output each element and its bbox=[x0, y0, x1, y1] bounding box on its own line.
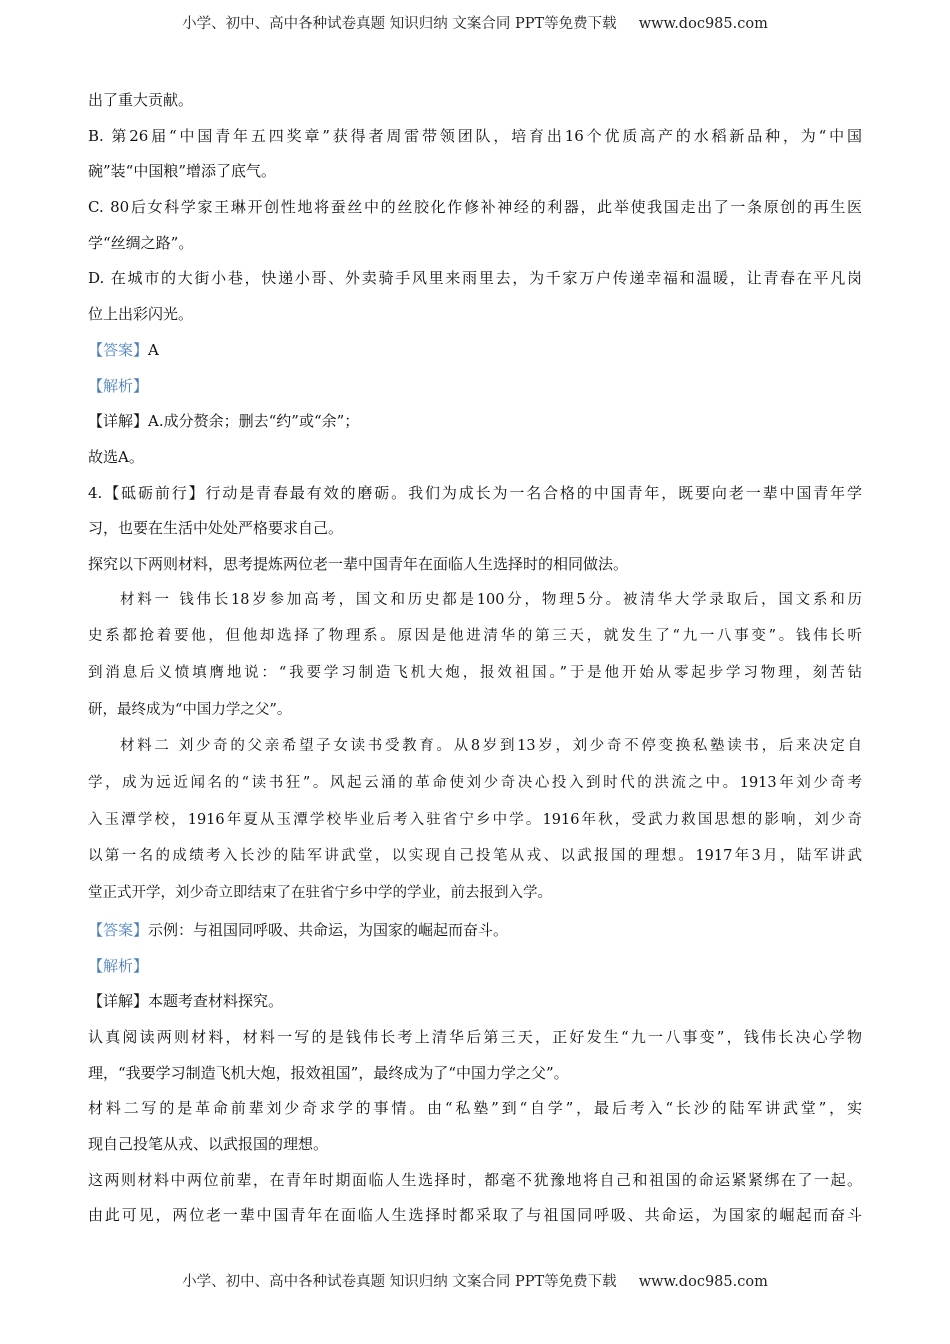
line-text: 以第一名的成绩考入长沙的陆军讲武堂，以实现自己投笔从戎、以武报国的理想。1917年3月，陆军讲武 bbox=[88, 848, 862, 865]
text-line bbox=[88, 300, 862, 336]
text-line bbox=[88, 86, 862, 122]
line-text: 学，成为远近闻名的“读书狂”。风起云涌的革命使刘少奇决心投入到时代的洪流之中。1913年刘少奇考 bbox=[88, 775, 862, 792]
text-line bbox=[88, 659, 862, 696]
text-line bbox=[88, 193, 862, 229]
text-line bbox=[88, 514, 862, 550]
text-line bbox=[88, 586, 862, 623]
line-text: 【详解】本题考查材料探究。 bbox=[88, 992, 284, 1011]
answer-line bbox=[88, 372, 862, 408]
line-text: 示例：与祖国同呼吸、共命运，为国家的崛起而奋斗。 bbox=[148, 920, 509, 939]
section-label: 【答案】 bbox=[88, 340, 149, 359]
text-line bbox=[88, 1130, 862, 1166]
line-text: 出了重大贡献。 bbox=[88, 91, 194, 109]
line-text: 故选A。 bbox=[88, 447, 144, 466]
page-header bbox=[0, 12, 950, 33]
header-url: www.doc985.com bbox=[638, 16, 768, 32]
line-text: 研，最终成为“中国力学之父”。 bbox=[88, 701, 292, 718]
line-text: D. 在城市的大街小巷，快递小哥、外卖骑手风里来雨里去，为千家万户传递幸福和温暖，让青春在平凡岗 bbox=[88, 269, 862, 288]
text-line bbox=[88, 879, 862, 916]
line-text: C. 80后女科学家王琳开创性地将蚕丝中的丝胶化作修补神经的利器，此举使我国走出了一条原创的再生医 bbox=[88, 198, 862, 217]
line-text: 探究以下两则材料，思考提炼两位老一辈中国青年在面临人生选择时的相同做法。 bbox=[88, 554, 629, 573]
section-label: 【解析】 bbox=[88, 376, 149, 395]
text-line bbox=[88, 264, 862, 300]
line-text: 由此可见，两位老一辈中国青年在面临人生选择时都采取了与祖国同呼吸、共命运，为国家的崛起而奋斗 bbox=[88, 1206, 862, 1225]
line-text: 材料二写的是革命前辈刘少奇求学的事情。由“私塾”到“自学”，最后考入“长沙的陆军讲武堂”，实 bbox=[88, 1099, 862, 1118]
text-line bbox=[88, 1059, 862, 1095]
line-text: 认真阅读两则材料，材料一写的是钱伟长考上清华后第三天，正好发生“九一八事变”，钱伟长决心学物 bbox=[88, 1027, 862, 1046]
header-text: 小学、初中、高中各种试卷真题 知识归纳 文案合同 PPT等免费下载 bbox=[182, 16, 617, 32]
line-text: 位上出彩闪光。 bbox=[88, 305, 194, 324]
answer-line bbox=[88, 916, 862, 952]
line-text: 这两则材料中两位前辈，在青年时期面临人生选择时，都毫不犹豫地将自己和祖国的命运紧紧绑在了一起。 bbox=[88, 1170, 862, 1189]
text-line bbox=[88, 1023, 862, 1059]
page-footer bbox=[0, 1270, 950, 1291]
line-text: 材料二 刘少奇的父亲希望子女读书受教育。从8岁到13岁，刘少奇不停变换私塾读书，后来决定自 bbox=[120, 738, 862, 755]
document-body bbox=[88, 86, 862, 1237]
text-line bbox=[88, 806, 862, 843]
text-line bbox=[88, 987, 862, 1023]
text-line bbox=[88, 229, 862, 265]
text-line bbox=[88, 407, 862, 443]
section-label: 【答案】 bbox=[88, 920, 149, 939]
text-line bbox=[88, 122, 862, 158]
text-line bbox=[88, 622, 862, 659]
line-text: 到消息后义愤填膺地说：“我要学习制造飞机大炮，报效祖国。”于是他开始从零起步学习物理，刻苦钻 bbox=[88, 665, 862, 681]
footer-url: www.doc985.com bbox=[638, 1274, 768, 1290]
line-text: 史系都抢着要他，但他却选择了物理系。原因是他进清华的第三天，就发生了“九一八事变”。钱伟长听 bbox=[88, 628, 862, 645]
answer-line bbox=[88, 952, 862, 988]
line-text: B. 第26届“中国青年五四奖章”获得者周雷带领团队，培育出16个优质高产的水稻新品种，为“中国 bbox=[88, 126, 862, 145]
text-line bbox=[88, 1201, 862, 1237]
line-text: 【详解】A.成分赘余；删去“约”或“余”； bbox=[88, 412, 360, 431]
line-text: 堂正式开学，刘少奇立即结束了在驻省宁乡中学的学业，前去报到入学。 bbox=[88, 885, 552, 902]
answer-line bbox=[88, 336, 862, 372]
line-text: 理，“我要学习制造飞机大炮，报效祖国”，最终成为了“中国力学之父”。 bbox=[88, 1063, 569, 1082]
text-line bbox=[88, 842, 862, 879]
text-line bbox=[88, 550, 862, 586]
text-line bbox=[88, 1094, 862, 1130]
footer-text: 小学、初中、高中各种试卷真题 知识归纳 文案合同 PPT等免费下载 bbox=[182, 1274, 617, 1290]
line-text: 4.【砥砺前行】行动是青春最有效的磨砺。我们为成长为一名合格的中国青年，既要向老一辈中国青年学 bbox=[88, 483, 862, 502]
line-text: 碗”装“中国粮”增添了底气。 bbox=[88, 162, 277, 181]
text-line bbox=[88, 479, 862, 515]
text-line bbox=[88, 696, 862, 733]
section-label: 【解析】 bbox=[88, 956, 149, 975]
line-text: 入玉潭学校，1916年夏从玉潭学校毕业后考入驻省宁乡中学。1916年秋，受武力救国思想的影响，刘少奇 bbox=[88, 811, 862, 828]
text-line bbox=[88, 732, 862, 769]
line-text: 材料一 钱伟长18岁参加高考，国文和历史都是100分，物理5分。被清华大学录取后，国文系和历 bbox=[120, 591, 862, 608]
text-line bbox=[88, 769, 862, 806]
line-text: 习，也要在生活中处处严格要求自己。 bbox=[88, 519, 344, 538]
line-text: A bbox=[148, 340, 159, 359]
line-text: 学“丝绸之路”。 bbox=[88, 233, 194, 252]
line-text: 现自己投笔从戎、以武报国的理想。 bbox=[88, 1134, 329, 1153]
text-line bbox=[88, 157, 862, 193]
text-line bbox=[88, 443, 862, 479]
text-line bbox=[88, 1166, 862, 1202]
